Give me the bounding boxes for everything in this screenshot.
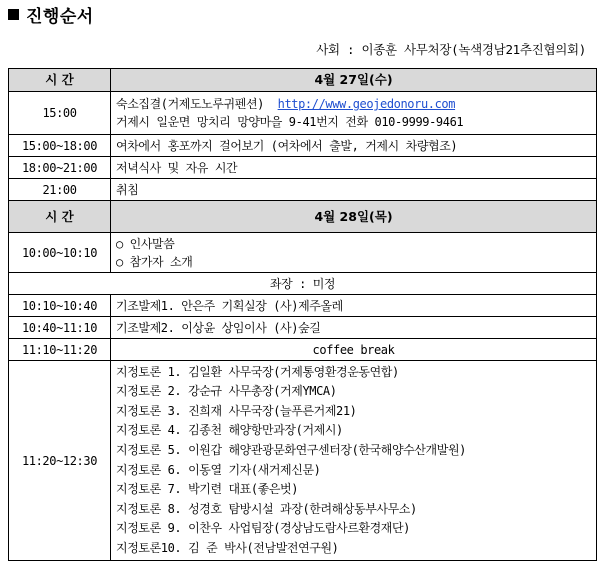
day1-header-row xyxy=(9,69,597,92)
day2-header-time: 시 간 xyxy=(9,201,111,233)
section-heading-text: 진행순서 xyxy=(26,6,94,27)
host-info: 사회 : 이종훈 사무처장(녹색경남21추진협의회) xyxy=(316,42,586,57)
discussion-item: 지정토론 7. 박기련 대표(좋은벗) xyxy=(116,482,299,497)
discussion-item: 지정토론 2. 강순규 사무총장(거제YMCA) xyxy=(116,384,337,399)
table-row xyxy=(9,361,597,561)
discussion-item: 지정토론 3. 진희재 사무국장(늘푸른거제21) xyxy=(116,403,357,418)
discussion-item: 지정토론10. 김 준 박사(전남발전연구원) xyxy=(116,540,339,555)
table-row xyxy=(9,295,597,317)
day2-header-row xyxy=(9,201,597,233)
day1-header-date: 4월 27일(수) xyxy=(111,69,597,92)
day2-header-date: 4월 28일(목) xyxy=(111,201,597,233)
schedule-table xyxy=(8,68,597,561)
row-content: 기조발제1. 안은주 기획실장 (사)제주올레 xyxy=(111,295,597,317)
row-content: 여차에서 홍포까지 걸어보기 (여차에서 출발, 거제시 차량협조) xyxy=(111,135,597,157)
row-content xyxy=(111,361,597,561)
section-heading xyxy=(8,2,94,26)
table-row xyxy=(9,339,597,361)
row-time: 10:10~10:40 xyxy=(9,295,111,317)
row-content: 취침 xyxy=(111,179,597,201)
day1-header-time: 시 간 xyxy=(9,69,111,92)
opening-item: ○ 인사말씀 xyxy=(116,236,175,251)
table-row xyxy=(9,233,597,273)
discussion-item: 지정토론 6. 이동열 기자(새거제신문) xyxy=(116,462,321,477)
row-line-text: 숙소집결(거제도노루귀펜션) xyxy=(116,97,264,111)
table-row xyxy=(9,92,597,135)
row-time: 21:00 xyxy=(9,179,111,201)
row-line xyxy=(116,95,591,113)
opening-item: ○ 참가자 소개 xyxy=(116,254,193,269)
row-time: 11:10~11:20 xyxy=(9,339,111,361)
row-time: 18:00~21:00 xyxy=(9,157,111,179)
discussion-item: 지정토론 4. 김종천 해양항만과장(거제시) xyxy=(116,423,343,438)
row-content xyxy=(111,233,597,273)
row-content: 기조발제2. 이상윤 상임이사 (사)숲길 xyxy=(111,317,597,339)
discussion-item: 지정토론 5. 이원갑 해양관광문화연구센터장(한국해양수산개발원) xyxy=(116,442,466,457)
square-bullet-icon xyxy=(8,9,19,20)
row-time: 10:40~11:10 xyxy=(9,317,111,339)
row-line: 거제시 일운면 망치리 망양마을 9-41번지 전화 010-9999-9461 xyxy=(116,115,464,129)
row-time: 15:00 xyxy=(9,92,111,135)
table-row xyxy=(9,157,597,179)
chair-text: 좌장 : 미정 xyxy=(9,273,597,295)
pension-website-link[interactable]: http://www.geojedonoru.com xyxy=(277,97,456,111)
row-time: 10:00~10:10 xyxy=(9,233,111,273)
table-row xyxy=(9,135,597,157)
discussion-item: 지정토론 8. 성경호 탐방시설 과장(한려해상동부사무소) xyxy=(116,501,417,516)
row-time: 15:00~18:00 xyxy=(9,135,111,157)
row-content: coffee break xyxy=(111,339,597,361)
row-content xyxy=(111,92,597,135)
discussion-item: 지정토론 9. 이찬우 사업팀장(경상남도람사르환경재단) xyxy=(116,521,410,536)
table-row xyxy=(9,317,597,339)
discussion-item: 지정토론 1. 김일환 사무국장(거제통영환경운동연합) xyxy=(116,364,399,379)
row-content: 저녁식사 및 자유 시간 xyxy=(111,157,597,179)
chair-row xyxy=(9,273,597,295)
table-row xyxy=(9,179,597,201)
row-time: 11:20~12:30 xyxy=(9,361,111,561)
